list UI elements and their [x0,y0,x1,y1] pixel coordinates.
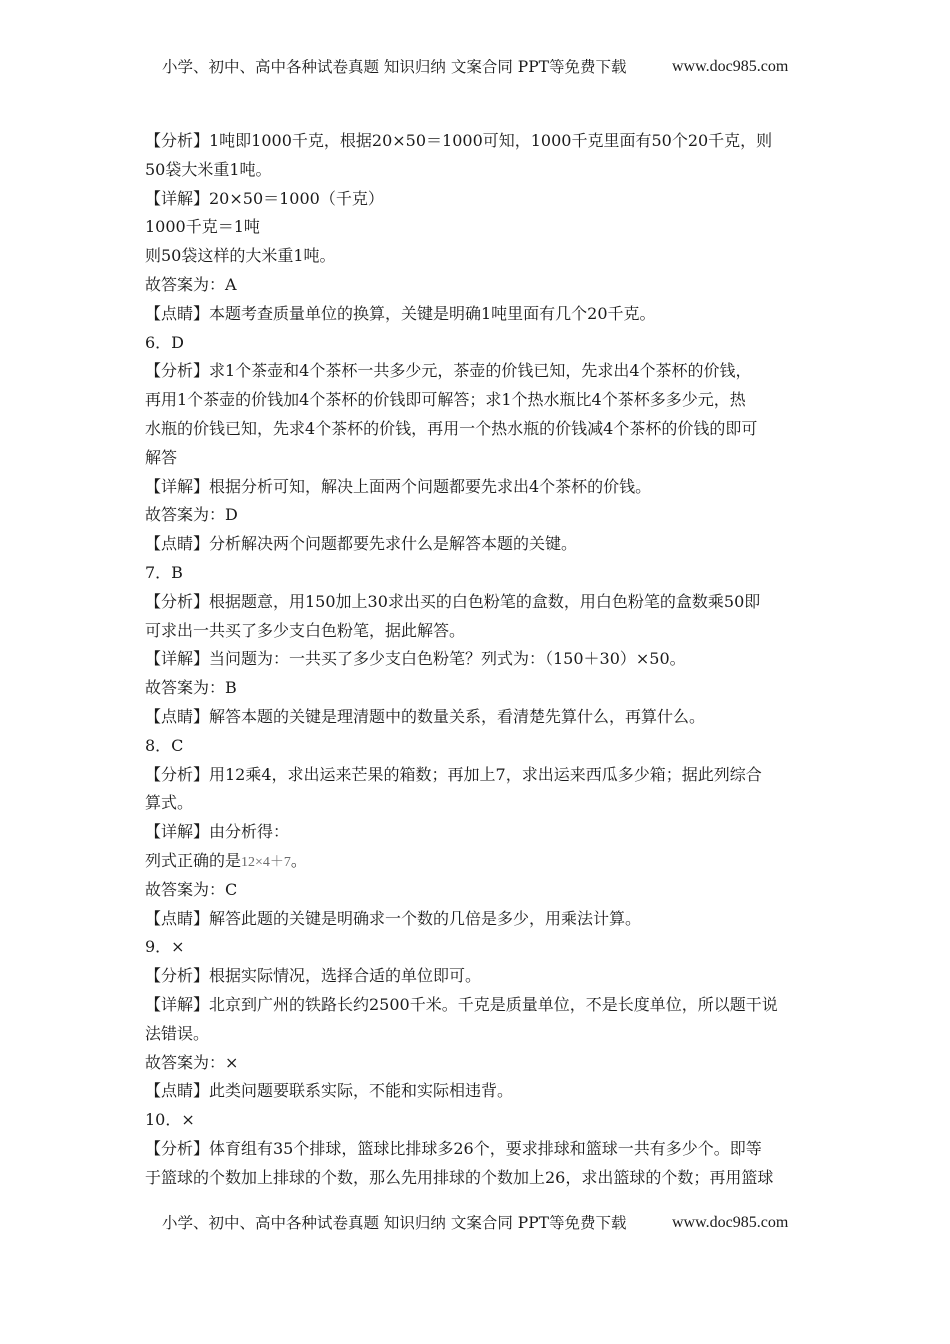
text-line: 50袋大米重1吨。 [145,159,272,179]
text-line: 【详解】当问题为：一共买了多少支白色粉笔？列式为：（150＋30）×50。 [145,649,686,669]
formula-intro: 列式正确的是 [145,850,242,870]
answer-content [145,127,807,1192]
question-number: 8．C [145,735,184,755]
question-number: 10．× [145,1110,195,1130]
text-line: 【分析】根据题意，用150加上30求出买的白色粉笔的盒数，用白色粉笔的盒数乘50即 [145,591,761,611]
formula-expression: 12×4＋7 [241,854,291,870]
question-number: 6．D [145,332,185,352]
text-line: 【点睛】解答本题的关键是理清题中的数量关系，看清楚先算什么，再算什么。 [145,706,706,726]
text-line: 【点睛】解答此题的关键是明确求一个数的几倍是多少，用乘法计算。 [145,908,642,928]
text-line: 故答案为：A [145,274,237,294]
formula-suffix: 。 [290,850,307,870]
text-line: 【点睛】本题考查质量单位的换算，关键是明确1吨里面有几个20千克。 [145,303,656,323]
header-website-link[interactable]: www.doc985.com [672,58,789,75]
text-line: 【分析】体育组有35个排球，篮球比排球多26个，要求排球和篮球一共有多少个。即等 [145,1138,762,1158]
formula-line [145,847,807,876]
page-footer [0,1209,950,1237]
text-line: 则50袋这样的大米重1吨。 [145,246,336,266]
text-line: 于篮球的个数加上排球的个数，那么先用排球的个数加上26，求出篮球的个数；再用篮球 [145,1167,774,1187]
text-line: 故答案为：C [145,879,238,899]
text-line: 【点睛】此类问题要联系实际，不能和实际相违背。 [145,1081,514,1101]
footer-website-link[interactable]: www.doc985.com [672,1214,789,1231]
page-header [0,53,950,81]
text-line: 1000千克＝1吨 [145,217,260,237]
text-line: 【分析】求1个茶壶和4个茶杯一共多少元，茶壶的价钱已知，先求出4个茶杯的价钱， [145,361,752,381]
text-line: 【详解】北京到广州的铁路长约2500千米。千克是质量单位，不是长度单位，所以题干说 [145,994,778,1014]
text-line: 算式。 [145,793,194,813]
text-line: 【详解】由分析得： [145,822,290,842]
text-line: 【分析】用12乘4，求出运来芒果的箱数；再加上7，求出运来西瓜多少箱；据此列综合 [145,764,762,784]
text-line: 【分析】1吨即1000千克，根据20×50＝1000可知，1000千克里面有50个20千克，则 [145,131,773,150]
text-line: 【分析】根据实际情况，选择合适的单位即可。 [145,966,482,986]
text-line: 故答案为：B [145,678,237,698]
text-line: 【详解】20×50＝1000（千克） [145,188,384,208]
footer-promo-text: 小学、初中、高中各种试卷真题 知识归纳 文案合同 PPT等免费下载 [162,1214,627,1232]
text-line: 【点睛】分析解决两个问题都要先求什么是解答本题的关键。 [145,534,578,554]
text-line: 再用1个茶壶的价钱加4个茶杯的价钱即可解答；求1个热水瓶比4个茶杯多多少元，热 [145,390,746,410]
question-number: 7．B [145,562,183,582]
text-line: 水瓶的价钱已知，先求4个茶杯的价钱，再用一个热水瓶的价钱减4个茶杯的价钱的即可 [145,418,758,438]
text-line: 解答 [145,447,178,467]
text-line: 故答案为：× [145,1052,239,1072]
text-line: 故答案为：D [145,505,238,525]
header-promo-text: 小学、初中、高中各种试卷真题 知识归纳 文案合同 PPT等免费下载 [162,58,627,76]
text-line: 【详解】根据分析可知，解决上面两个问题都要先求出4个茶杯的价钱。 [145,476,652,496]
text-line: 法错误。 [145,1023,210,1043]
question-number: 9．× [145,937,185,957]
text-line: 可求出一共买了多少支白色粉笔，据此解答。 [145,620,466,640]
